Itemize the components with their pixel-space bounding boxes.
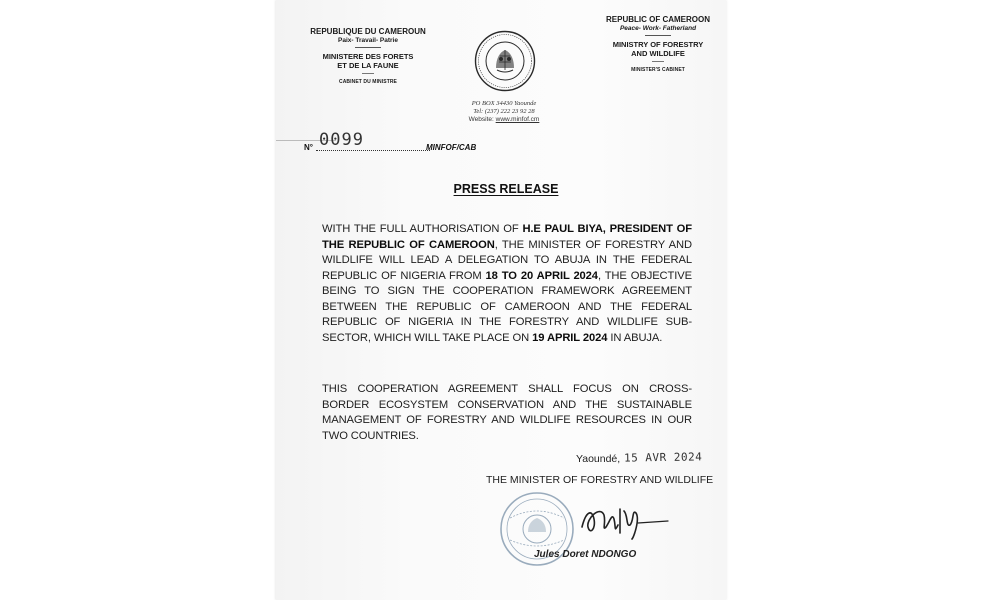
p1-bold-dates: 18 TO 20 APRIL 2024 (485, 269, 598, 282)
header-right-english (602, 15, 714, 73)
header-left-ministry-line2: ET DE LA FAUNE (337, 61, 399, 70)
website-line (454, 116, 554, 124)
header-left-divider (355, 47, 381, 48)
paragraph-2: THIS COOPERATION AGREEMENT SHALL FOCUS ON CROSS-BORDER ECOSYSTEM CONSERVATION AND THE SUSTAINABLE MANAGEMENT OF FORESTRY AND WILDLIFE RESOURCES IN OUR TWO COUNTRIES. (322, 383, 692, 442)
document-page (276, 0, 726, 600)
header-left-motto: Paix- Travail- Patrie (338, 37, 398, 44)
po-box: PO BOX 34430 Yaounde (471, 100, 537, 107)
reference-number (302, 130, 492, 152)
reference-prefix: N° (304, 143, 313, 152)
header-left-cabinet: CABINET DU MINISTRE (338, 79, 397, 85)
website-link[interactable]: www.minfof.cm (495, 116, 540, 123)
header-right-cabinet: MINISTER'S CABINET (631, 67, 685, 73)
p1-bold-president: H.E PAUL BIYA, PRESIDENT OF THE REPUBLIC OF CAMEROON (322, 223, 692, 251)
handwritten-signature-icon (576, 497, 672, 541)
header-right-divider (645, 35, 671, 36)
p1-text-1: WITH THE FULL AUTHORISATION OF (322, 223, 523, 235)
reference-suffix: MINFOF/CAB (426, 143, 477, 152)
header-right-country: REPUBLIC OF CAMEROON (606, 15, 710, 24)
telephone: Tel: (237) 222 23 92 28 (473, 108, 535, 115)
header-left-country: REPUBLIQUE DU CAMEROUN (310, 27, 426, 36)
website-label: Website: (468, 116, 494, 123)
p1-bold-signing-date: 19 APRIL 2024 (532, 331, 608, 344)
coat-of-arms-seal-icon (474, 30, 536, 92)
paragraph-1 (322, 222, 692, 346)
p1-text-2: , THE MINISTER OF FORESTRY AND WILDLIFE WILL LEAD A DELEGATION TO ABUJA IN THE FEDERAL REPUBLIC OF NIGERIA FROM (322, 238, 692, 282)
header-left-french (300, 27, 436, 85)
header-left-small-divider (362, 73, 374, 74)
signer-name: Jules Doret NDONGO (534, 549, 637, 560)
signer-title: THE MINISTER OF FORESTRY AND WILDLIFE (486, 474, 714, 486)
header-left-ministry-line1: MINISTERE DES FORETS (322, 52, 414, 61)
page-title: PRESS RELEASE (453, 182, 559, 196)
reference-stamped-number: 0099 (319, 130, 364, 150)
reference-dotted-line (316, 150, 430, 151)
header-right-ministry-line2: AND WILDLIFE (631, 49, 685, 58)
signoff-date-stamp: 15 AVR 2024 (623, 450, 703, 465)
header-right-motto: Peace- Work- Fatherland (619, 25, 697, 32)
header-right-ministry-line1: MINISTRY OF FORESTRY (612, 40, 704, 49)
contact-block (454, 100, 554, 124)
signoff-place: Yaoundé, (576, 453, 621, 465)
p1-text-3: , THE OBJECTIVE BEING TO SIGN THE COOPERATION FRAMEWORK AGREEMENT BETWEEN THE REPUBLIC OF CAMEROON AND THE FEDERAL REPUBLIC OF NIGERIA IN THE FORESTRY AND WILDLIFE SUB-SECTOR, WHICH WILL TAKE PLACE ON (322, 269, 692, 344)
p1-text-4: IN ABUJA. (607, 331, 663, 344)
header-right-small-divider (652, 61, 664, 62)
